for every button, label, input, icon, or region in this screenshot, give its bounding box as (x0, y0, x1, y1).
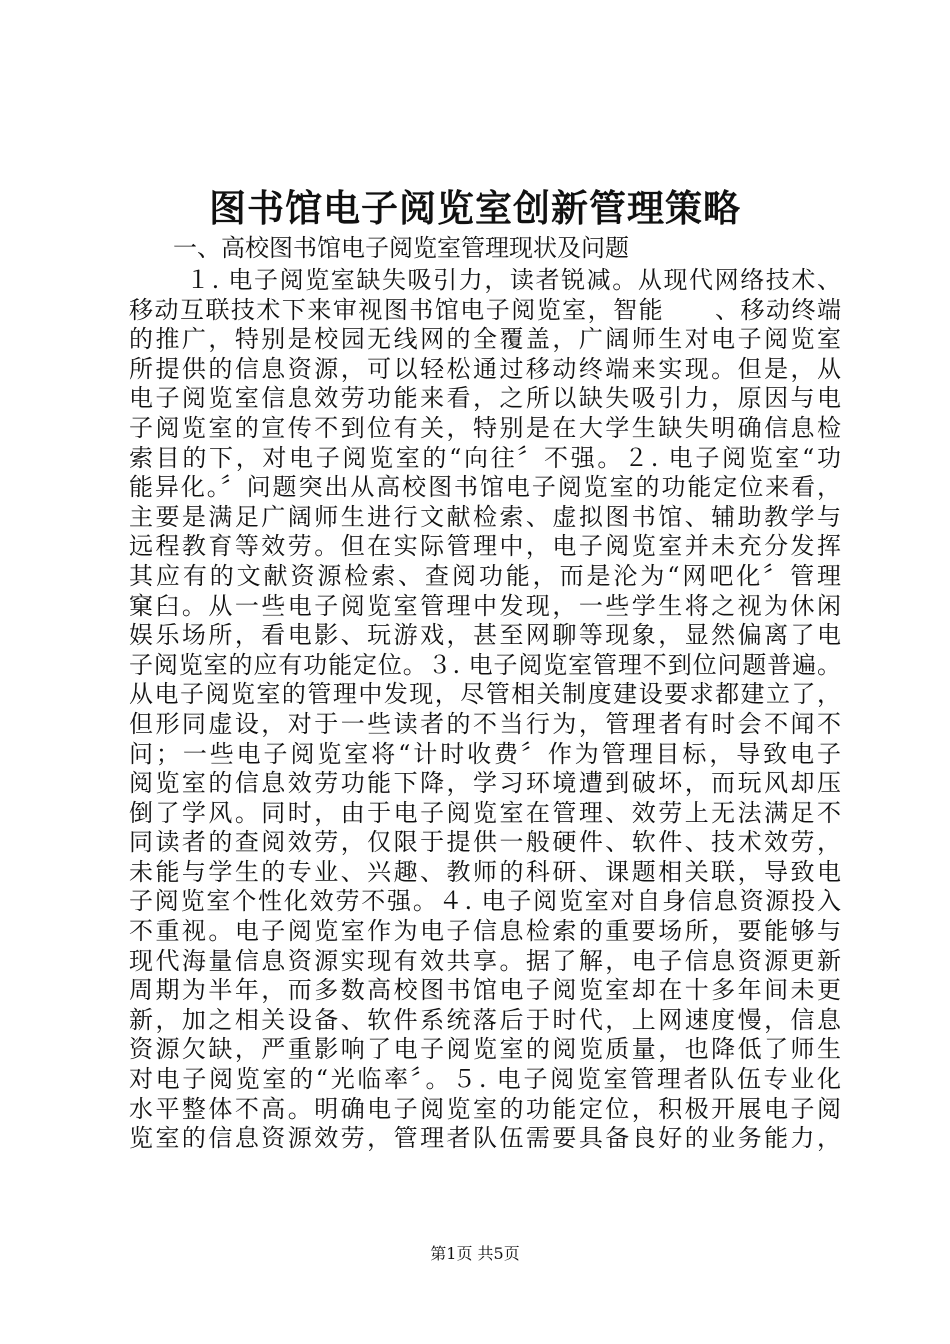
document-title: 图书馆电子阅览室创新管理策略 (209, 186, 741, 230)
paragraph-line: 倒了学风。同时，由于电子阅览室在管理、效劳上无法满足不 (129, 798, 841, 827)
paragraph-line: 未能与学生的专业、兴趣、教师的科研、课题相关联，导致电 (129, 857, 841, 886)
paragraph-line: 的推广，特别是校园无线网的全覆盖，广阔师生对电子阅览室 (129, 325, 841, 354)
paragraph-line: 子阅览室的宣传不到位有关，特别是在大学生缺失明确信息检 (129, 413, 841, 442)
paragraph-line: 远程教育等效劳。但在实际管理中，电子阅览室并未充分发挥 (129, 532, 841, 561)
paragraph-line: 其应有的文献资源检索、查阅功能，而是沦为“网吧化〞管理 (129, 561, 841, 590)
paragraph-line: 娱乐场所，看电影、玩游戏，甚至网聊等现象，显然偏离了电 (129, 621, 841, 650)
paragraph-line: 但形同虚设，对于一些读者的不当行为，管理者有时会不闻不 (129, 709, 841, 738)
paragraph-line: 资源欠缺，严重影响了电子阅览室的阅览质量，也降低了师生 (129, 1035, 841, 1064)
paragraph-line: 阅览室的信息效劳功能下降，学习环境遭到破坏，而玩风却压 (129, 769, 841, 798)
paragraph-line: 新，加之相关设备、软件系统落后于时代，上网速度慢，信息 (129, 1005, 841, 1034)
paragraph-line: 所提供的信息资源，可以轻松通过移动终端来实现。但是，从 (129, 354, 841, 383)
page-number-footer: 第1页 共5页 (430, 1244, 520, 1263)
paragraph-line: 水平整体不高。明确电子阅览室的功能定位，积极开展电子阅 (129, 1094, 841, 1123)
body-paragraph (129, 266, 841, 1154)
section-heading: 一、高校图书馆电子阅览室管理现状及问题 (173, 234, 629, 262)
paragraph-line: 从电子阅览室的管理中发现，尽管相关制度建设要求都建立了， (129, 680, 841, 709)
paragraph-line: 周期为半年，而多数高校图书馆电子阅览室却在十多年间未更 (129, 976, 841, 1005)
paragraph-line: 窠臼。从一些电子阅览室管理中发现，一些学生将之视为休闲 (129, 591, 841, 620)
paragraph-line: 主要是满足广阔师生进行文献检索、虚拟图书馆、辅助教学与 (129, 502, 841, 531)
paragraph-line: 同读者的查阅效劳，仅限于提供一般硬件、软件、技术效劳， (129, 828, 841, 857)
paragraph-line: 移动互联技术下来审视图书馆电子阅览室，智能 、移动终端 (129, 295, 841, 324)
paragraph-line: 不重视。电子阅览室作为电子信息检索的重要场所，要能够与 (129, 917, 841, 946)
paragraph-line: 能异化。〞问题突出从高校图书馆电子阅览室的功能定位来看， (129, 473, 841, 502)
paragraph-line: 现代海量信息资源实现有效共享。据了解，电子信息资源更新 (129, 946, 841, 975)
paragraph-line: 子阅览室个性化效劳不强。４. 电子阅览室对自身信息资源投入 (129, 887, 841, 916)
paragraph-line: 览室的信息资源效劳，管理者队伍需要具备良好的业务能力， (129, 1124, 841, 1153)
paragraph-line: 对电子阅览室的“光临率〞。５. 电子阅览室管理者队伍专业化 (129, 1065, 841, 1094)
paragraph-line: 电子阅览室信息效劳功能来看，之所以缺失吸引力，原因与电 (129, 384, 841, 413)
paragraph-line: 子阅览室的应有功能定位。３. 电子阅览室管理不到位问题普遍。 (129, 650, 841, 679)
paragraph-line: 问；一些电子阅览室将“计时收费〞作为管理目标，导致电子 (129, 739, 841, 768)
paragraph-line: １. 电子阅览室缺失吸引力，读者锐减。从现代网络技术、 (186, 266, 841, 294)
paragraph-line: 索目的下，对电子阅览室的“向往〞不强。２. 电子阅览室“功 (129, 443, 841, 472)
